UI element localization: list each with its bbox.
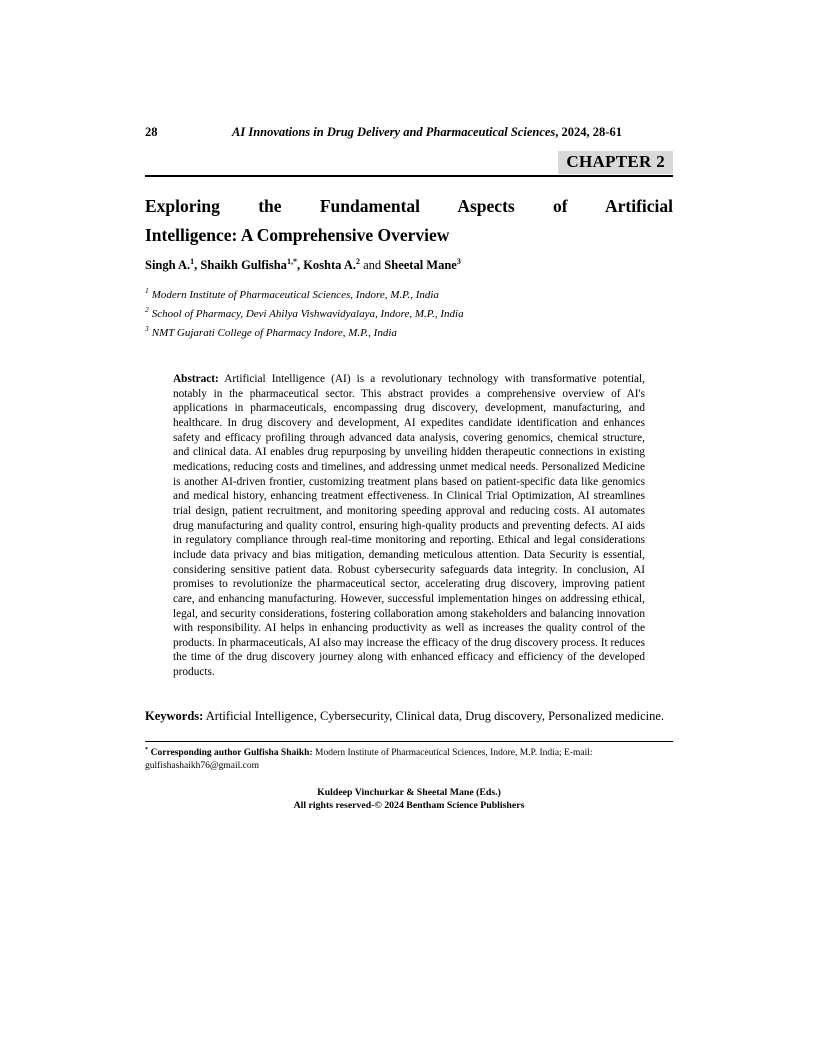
affiliation-text: School of Pharmacy, Devi Ahilya Vishwavidyalaya, Indore, M.P., India <box>151 308 464 320</box>
author-separator: , <box>296 258 304 272</box>
abstract-block <box>173 372 645 680</box>
journal-title-italic: AI Innovations in Drug Delivery and Pharmaceutical Sciences <box>232 125 556 139</box>
footnote-marker: * <box>145 745 149 753</box>
author-superscript: 1 <box>190 256 195 266</box>
chapter-label: CHAPTER 2 <box>558 151 673 174</box>
header-rule <box>145 175 673 177</box>
footnote-text: Modern Institute of Pharmaceutical Sciences, Indore, M.P. India; E-mail: gulfishashaikh76@gmail.com <box>145 747 593 772</box>
affiliations <box>145 286 673 343</box>
footnote-rule <box>145 741 673 742</box>
affiliation-superscript: 2 <box>145 305 149 315</box>
author-superscript: 3 <box>456 256 461 266</box>
abstract-label: Abstract: <box>173 373 219 385</box>
author-name: Singh A. <box>145 258 191 272</box>
author-name: Sheetal Mane <box>384 258 457 272</box>
author-superscript: 1,* <box>286 256 297 266</box>
chapter-title-line-2: Intelligence: A Comprehensive Overview <box>145 225 450 245</box>
authors-line <box>145 258 673 273</box>
affiliation-text: Modern Institute of Pharmaceutical Sciences, Indore, M.P., India <box>151 289 439 301</box>
affiliation-superscript: 1 <box>145 286 149 296</box>
affiliation-item <box>145 324 673 343</box>
journal-title-suffix: , 2024, 28-61 <box>555 125 622 139</box>
page-number: 28 <box>145 125 158 139</box>
keywords-text: Artificial Intelligence, Cybersecurity, Clinical data, Drug discovery, Personalized medicine. <box>205 708 665 723</box>
publisher-footer <box>145 786 673 812</box>
author-separator: , <box>194 258 201 272</box>
keywords-label: Keywords: <box>145 708 204 723</box>
journal-title <box>232 125 673 140</box>
author-superscript: 2 <box>355 256 360 266</box>
corresponding-author-footnote <box>145 747 673 774</box>
rights-line: All rights reserved-© 2024 Bentham Science Publishers <box>293 799 525 811</box>
footnote-label: Corresponding author Gulfisha Shaikh: <box>150 747 313 758</box>
author-separator: and <box>359 258 385 272</box>
affiliation-item <box>145 305 673 324</box>
affiliation-item <box>145 286 673 305</box>
author-name: Shaikh Gulfisha <box>200 258 287 272</box>
author-name: Koshta A. <box>303 258 356 272</box>
abstract-text: Artificial Intelligence (AI) is a revolutionary technology with transformative potential, notably in the pharmaceutical sector. This abstract provides a comprehensive overview of AI's applications in pharmaceuticals, encompassing drug discovery, development, manufacturing, and healthcare. In drug discovery and development, AI expedites candidate identification and enhances safety and efficacy profiling through advanced data analysis, covering genomics, chemical structure, and clinical data. AI enables drug repurposing by unveiling hidden therapeutic connections in existing medications, reducing costs and timelines, and addressing unmet medical needs. Personalized Medicine is another AI-driven frontier, customizing treatment plans based on patient-specific data like genomics and medical history, enhancing treatment effectiveness. In Clinical Trial Optimization, AI streamlines trial design, patient recruitment, and monitoring speeding approval and reducing costs. AI automates drug manufacturing and quality control, ensuring high-quality products and preventing defects. AI aids in regulatory compliance through real-time monitoring and reporting. Ethical and legal considerations include data privacy and bias mitigation, demanding meticulous attention. Data Security is essential, considering sensitive patient data. Robust cybersecurity safeguards data integrity. In conclusion, AI promises to revolutionize the pharmaceutical sector, accelerating drug discovery, improving patient care, and enhancing manufacturing. However, successful implementation hinges on addressing ethical, legal, and security considerations, fostering collaboration among stakeholders and balancing innovation with responsibility. AI helps in enhancing productivity as well as increases the quality control of the products. In pharmaceuticals, AI also may increase the efficacy of the drug discovery process. It reduces the time of the drug discovery journey along with enhanced efficacy and efficiency of the developed products. <box>173 373 645 679</box>
chapter-title-line-1: Exploring the Fundamental Aspects of Artificial <box>145 196 673 216</box>
keywords-block <box>145 707 673 725</box>
chapter-title <box>145 192 673 250</box>
affiliation-text: NMT Gujarati College of Pharmacy Indore, M.P., India <box>151 327 397 339</box>
editors-line: Kuldeep Vinchurkar & Sheetal Mane (Eds.) <box>317 786 501 798</box>
running-header <box>145 125 673 140</box>
chapter-banner <box>145 151 673 174</box>
affiliation-superscript: 3 <box>145 324 149 334</box>
